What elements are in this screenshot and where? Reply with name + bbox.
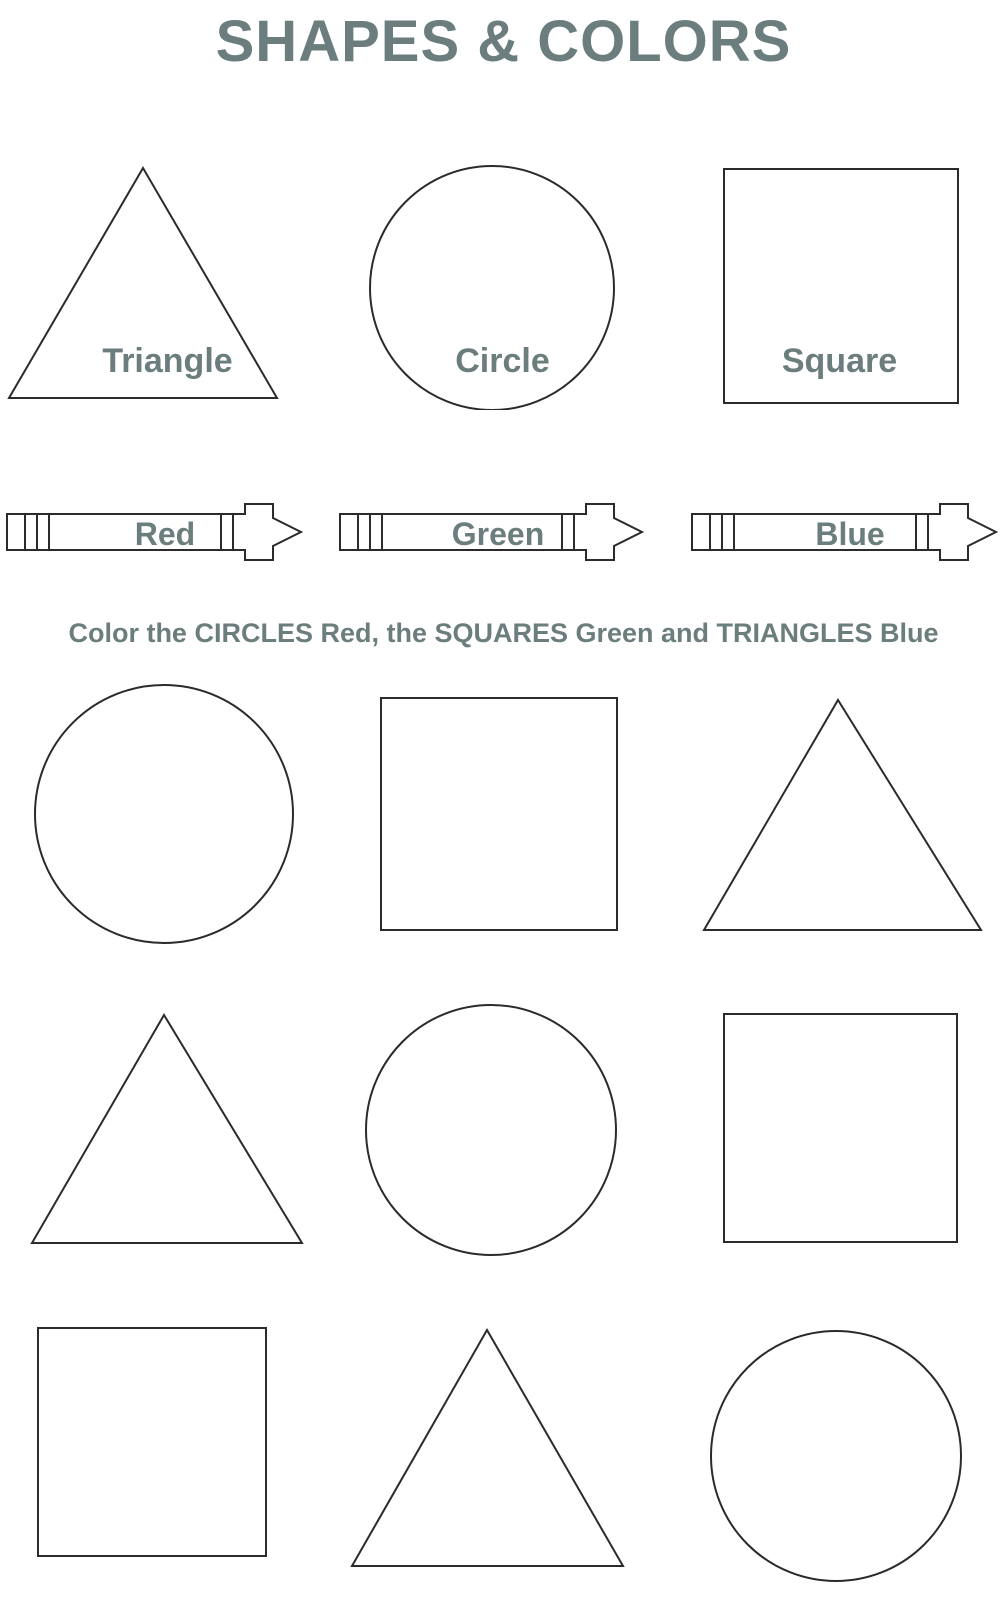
exercise-shape-triangle[interactable] — [672, 672, 1007, 982]
triangle-outline-icon — [672, 672, 1007, 982]
crayon-green — [338, 492, 658, 572]
legend-item-triangle — [0, 150, 335, 410]
crayon-label-green: Green — [451, 516, 545, 552]
crayon-legend-row — [0, 492, 1007, 592]
square-outline-icon — [0, 1308, 336, 1618]
exercise-shape-square[interactable] — [0, 1308, 336, 1618]
square-outline-icon — [336, 672, 672, 982]
legend-label-square: Square — [781, 342, 898, 380]
crayon-label-blue: Blue — [815, 516, 885, 552]
legend-item-circle — [335, 150, 670, 410]
square-outline-icon — [672, 990, 1007, 1300]
triangle-outline-icon — [336, 1308, 672, 1618]
legend-label-triangle: Triangle — [102, 342, 233, 380]
triangle-outline-icon — [0, 990, 336, 1300]
exercise-shape-circle[interactable] — [672, 1308, 1007, 1618]
exercise-shape-triangle[interactable] — [336, 1308, 672, 1618]
legend-shapes-row — [0, 150, 1007, 420]
instruction-text: Color the CIRCLES Red, the SQUARES Green and TRIANGLES Blue — [68, 618, 939, 648]
exercise-grid — [0, 672, 1007, 1589]
crayon-blue — [690, 492, 1007, 572]
exercise-shape-triangle[interactable] — [0, 990, 336, 1300]
crayon-label-red: Red — [134, 516, 196, 552]
exercise-shape-circle[interactable] — [336, 990, 672, 1300]
page-title: SHAPES & COLORS — [215, 9, 792, 74]
exercise-shape-circle[interactable] — [0, 672, 336, 982]
exercise-shape-square[interactable] — [336, 672, 672, 982]
circle-outline-icon — [0, 672, 336, 982]
legend-item-square — [672, 150, 1007, 410]
exercise-shape-square[interactable] — [672, 990, 1007, 1300]
legend-label-circle: Circle — [455, 342, 550, 380]
circle-outline-icon — [336, 990, 672, 1300]
circle-outline-icon — [672, 1308, 1007, 1618]
crayon-red — [5, 492, 325, 572]
